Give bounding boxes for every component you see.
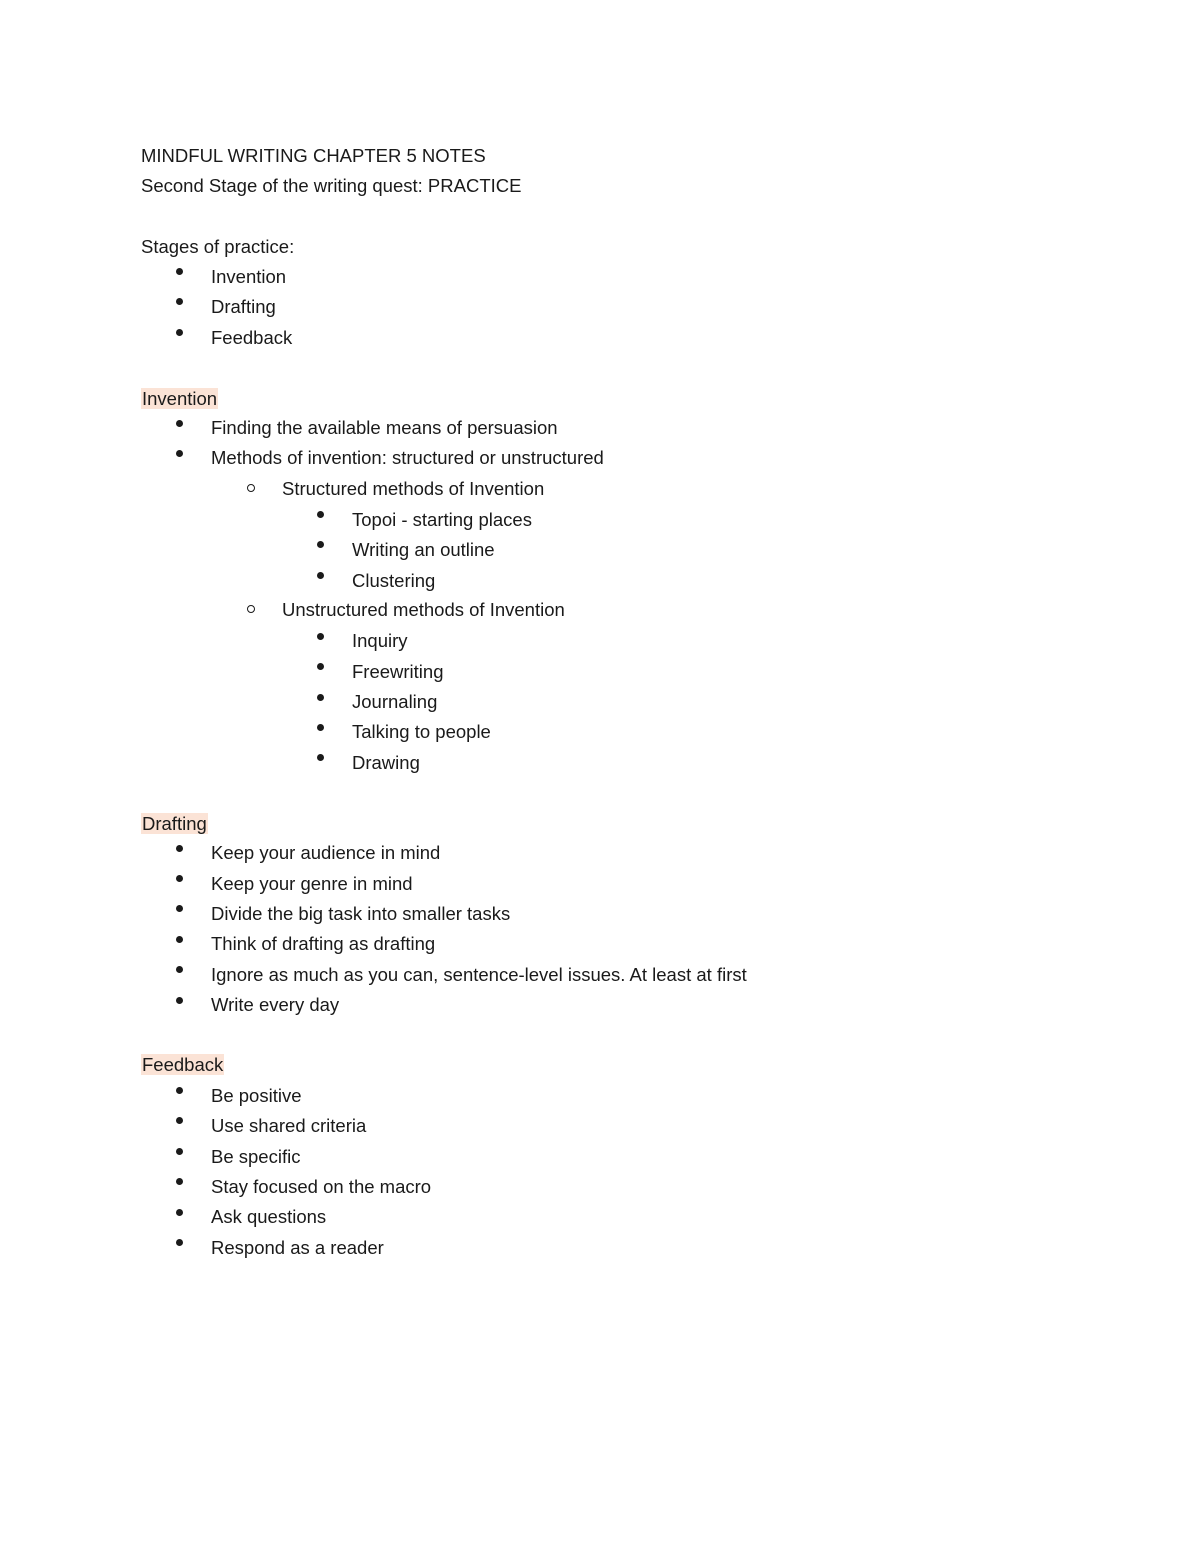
drafting-item: Think of drafting as drafting bbox=[211, 933, 436, 954]
hollow-bullet-icon bbox=[247, 605, 255, 613]
bullet-icon bbox=[317, 724, 324, 731]
bullet-icon bbox=[317, 541, 324, 548]
structured-item: Writing an outline bbox=[352, 539, 495, 560]
bullet-icon bbox=[317, 754, 324, 761]
structured-item: Topoi - starting places bbox=[352, 509, 532, 530]
drafting-item: Keep your genre in mind bbox=[211, 873, 413, 894]
structured-methods-label: Structured methods of Invention bbox=[282, 478, 545, 499]
bullet-icon bbox=[317, 633, 324, 640]
unstructured-item: Journaling bbox=[352, 691, 438, 712]
drafting-item: Ignore as much as you can, sentence-level issues. At least at first bbox=[211, 964, 747, 985]
stage-item: Invention bbox=[211, 266, 287, 287]
invention-item: Methods of invention: structured or unstructured bbox=[211, 447, 604, 468]
invention-item: Finding the available means of persuasion bbox=[211, 417, 558, 438]
unstructured-item: Inquiry bbox=[352, 630, 408, 651]
invention-heading bbox=[141, 387, 218, 411]
bullet-icon bbox=[176, 1239, 183, 1246]
stage-item: Drafting bbox=[211, 296, 276, 317]
drafting-item: Divide the big task into smaller tasks bbox=[211, 903, 511, 924]
bullet-icon bbox=[176, 875, 183, 882]
bullet-icon bbox=[176, 298, 183, 305]
bullet-icon bbox=[176, 1178, 183, 1185]
feedback-heading bbox=[141, 1053, 224, 1077]
bullet-icon bbox=[176, 936, 183, 943]
unstructured-item: Talking to people bbox=[352, 721, 491, 742]
bullet-icon bbox=[317, 572, 324, 579]
bullet-icon bbox=[176, 845, 183, 852]
feedback-item: Ask questions bbox=[211, 1206, 327, 1227]
document-subtitle: Second Stage of the writing quest: PRACTICE bbox=[141, 175, 522, 196]
feedback-item: Be positive bbox=[211, 1085, 302, 1106]
document-title: MINDFUL WRITING CHAPTER 5 NOTES bbox=[141, 145, 486, 166]
bullet-icon bbox=[317, 663, 324, 670]
bullet-icon bbox=[176, 329, 183, 336]
drafting-heading-text: Drafting bbox=[142, 813, 207, 834]
bullet-icon bbox=[176, 1087, 183, 1094]
unstructured-methods-label: Unstructured methods of Invention bbox=[282, 599, 565, 620]
feedback-item: Stay focused on the macro bbox=[211, 1176, 432, 1197]
bullet-icon bbox=[176, 905, 183, 912]
invention-heading-text: Invention bbox=[142, 388, 218, 409]
stages-heading: Stages of practice: bbox=[141, 236, 295, 257]
feedback-item: Respond as a reader bbox=[211, 1237, 384, 1258]
bullet-icon bbox=[176, 268, 183, 275]
bullet-icon bbox=[176, 1148, 183, 1155]
bullet-icon bbox=[176, 966, 183, 973]
hollow-bullet-icon bbox=[247, 484, 255, 492]
unstructured-item: Drawing bbox=[352, 752, 420, 773]
bullet-icon bbox=[176, 997, 183, 1004]
stage-item: Feedback bbox=[211, 327, 293, 348]
bullet-icon bbox=[176, 1209, 183, 1216]
drafting-heading bbox=[141, 812, 208, 836]
feedback-heading-text: Feedback bbox=[142, 1054, 224, 1075]
bullet-icon bbox=[317, 511, 324, 518]
bullet-icon bbox=[317, 694, 324, 701]
feedback-item: Be specific bbox=[211, 1146, 301, 1167]
bullet-icon bbox=[176, 450, 183, 457]
bullet-icon bbox=[176, 1117, 183, 1124]
drafting-item: Keep your audience in mind bbox=[211, 842, 441, 863]
bullet-icon bbox=[176, 420, 183, 427]
feedback-item: Use shared criteria bbox=[211, 1115, 367, 1136]
structured-item: Clustering bbox=[352, 570, 436, 591]
unstructured-item: Freewriting bbox=[352, 661, 444, 682]
drafting-item: Write every day bbox=[211, 994, 340, 1015]
